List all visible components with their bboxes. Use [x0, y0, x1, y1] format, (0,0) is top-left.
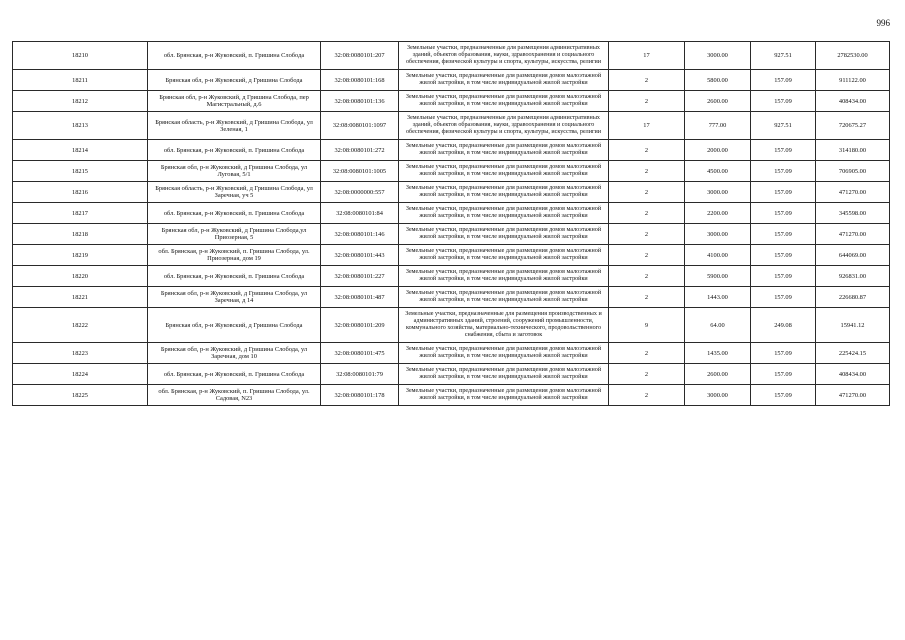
- cadastral-number-cell: 32:08:0080101:1097: [321, 112, 399, 140]
- area-cell: 777.00: [685, 112, 751, 140]
- table-row: [13, 112, 890, 140]
- row-number: 18214: [13, 140, 148, 161]
- address-cell: обл. Брянская, р-н Жуковский, п. Гришина Слобода: [148, 140, 321, 161]
- use-group-cell: 17: [609, 42, 685, 70]
- table-row: [13, 203, 890, 224]
- specific-value-cell: 927.51: [751, 42, 816, 70]
- land-use-cell: Земельные участки, предназначенные для размещения домов малоэтажной жилой застройки, в том числе индивидуальной жилой застройки: [399, 245, 609, 266]
- cadastral-number-cell: 32:08:0080101:443: [321, 245, 399, 266]
- land-use-cell: Земельные участки, предназначенные для размещения домов малоэтажной жилой застройки, в том числе индивидуальной жилой застройки: [399, 224, 609, 245]
- specific-value-cell: 157.09: [751, 70, 816, 91]
- land-use-cell: Земельные участки, предназначенные для размещения административных зданий, объектов образования, науки, здравоохранения и социального обеспечения, физической культуры и спорта, культуры, искусства, религии: [399, 112, 609, 140]
- address-cell: обл. Брянская, р-н Жуковский, п. Гришина Слобода: [148, 203, 321, 224]
- row-number: 18215: [13, 161, 148, 182]
- table-row: [13, 161, 890, 182]
- page-number: 996: [876, 18, 890, 28]
- use-group-cell: 2: [609, 287, 685, 308]
- cadastral-number-cell: 32:08:0080101:168: [321, 70, 399, 91]
- address-cell: обл. Брянская, р-н Жуковский, п. Гришина Слобода, ул. Садовая, N23: [148, 385, 321, 406]
- land-use-cell: Земельные участки, предназначенные для размещения домов малоэтажной жилой застройки, в том числе индивидуальной жилой застройки: [399, 203, 609, 224]
- specific-value-cell: 157.09: [751, 245, 816, 266]
- cadastral-value-cell: 345598.00: [816, 203, 890, 224]
- row-number: 18219: [13, 245, 148, 266]
- specific-value-cell: 927.51: [751, 112, 816, 140]
- specific-value-cell: 157.09: [751, 287, 816, 308]
- cadastral-number-cell: 32:08:0080101:207: [321, 42, 399, 70]
- row-number: 18213: [13, 112, 148, 140]
- use-group-cell: 2: [609, 266, 685, 287]
- row-number: 18224: [13, 364, 148, 385]
- cadastral-value-cell: 471270.00: [816, 224, 890, 245]
- specific-value-cell: 157.09: [751, 364, 816, 385]
- land-use-cell: Земельные участки, предназначенные для размещения домов малоэтажной жилой застройки, в том числе индивидуальной жилой застройки: [399, 343, 609, 364]
- address-cell: Брянская обл, р-н Жуковский, д Гришина Слобода: [148, 308, 321, 343]
- cadastral-value-cell: 471270.00: [816, 385, 890, 406]
- area-cell: 2600.00: [685, 91, 751, 112]
- row-number: 18217: [13, 203, 148, 224]
- table-row: [13, 364, 890, 385]
- cadastral-number-cell: 32:08:0080101:209: [321, 308, 399, 343]
- row-number: 18223: [13, 343, 148, 364]
- row-number: 18221: [13, 287, 148, 308]
- cadastral-number-cell: 32:08:0080101:475: [321, 343, 399, 364]
- address-cell: обл. Брянская, р-н Жуковский, п. Гришина Слобода: [148, 364, 321, 385]
- address-cell: Брянская обл, р-н Жуковский, д Гришина Слобода, пер Магистральный, д.6: [148, 91, 321, 112]
- cadastral-value-cell: 471270.00: [816, 182, 890, 203]
- cadastral-number-cell: 32:08:0080101:178: [321, 385, 399, 406]
- land-use-cell: Земельные участки, предназначенные для размещения домов малоэтажной жилой застройки, в том числе индивидуальной жилой застройки: [399, 182, 609, 203]
- cadastral-value-cell: 226680.87: [816, 287, 890, 308]
- land-use-cell: Земельные участки, предназначенные для размещения домов малоэтажной жилой застройки, в том числе индивидуальной жилой застройки: [399, 140, 609, 161]
- area-cell: 4500.00: [685, 161, 751, 182]
- address-cell: обл. Брянская, р-н Жуковский, п. Гришина Слобода, ул. Приозерная, дом 19: [148, 245, 321, 266]
- cadastral-value-cell: 644069.00: [816, 245, 890, 266]
- specific-value-cell: 157.09: [751, 224, 816, 245]
- use-group-cell: 9: [609, 308, 685, 343]
- cadastral-number-cell: 32:08:0080101:136: [321, 91, 399, 112]
- specific-value-cell: 157.09: [751, 203, 816, 224]
- area-cell: 3000.00: [685, 42, 751, 70]
- table-row: [13, 224, 890, 245]
- area-cell: 2600.00: [685, 364, 751, 385]
- row-number: 18216: [13, 182, 148, 203]
- table-row: [13, 287, 890, 308]
- table-row: [13, 385, 890, 406]
- area-cell: 1435.00: [685, 343, 751, 364]
- use-group-cell: 2: [609, 343, 685, 364]
- address-cell: Брянская область, р-н Жуковский, д Гришина Слобода, ул Зеленая, 1: [148, 112, 321, 140]
- row-number: 18212: [13, 91, 148, 112]
- use-group-cell: 2: [609, 385, 685, 406]
- land-use-cell: Земельные участки, предназначенные для размещения производственных и административных зданий, строений, сооружений промышленности, коммунального хозяйства, материально-технического, продовольственного снабжения, сбыта и заготовок: [399, 308, 609, 343]
- land-use-cell: Земельные участки, предназначенные для размещения домов малоэтажной жилой застройки, в том числе индивидуальной жилой застройки: [399, 385, 609, 406]
- address-cell: Брянская обл, р-н Жуковский, д Гришина Слобода: [148, 70, 321, 91]
- specific-value-cell: 157.09: [751, 140, 816, 161]
- use-group-cell: 2: [609, 161, 685, 182]
- land-use-cell: Земельные участки, предназначенные для размещения домов малоэтажной жилой застройки, в том числе индивидуальной жилой застройки: [399, 287, 609, 308]
- cadastral-value-cell: 706905.00: [816, 161, 890, 182]
- specific-value-cell: 157.09: [751, 385, 816, 406]
- cadastral-number-cell: 32:08:0080101:79: [321, 364, 399, 385]
- use-group-cell: 2: [609, 70, 685, 91]
- address-cell: Брянская обл, р-н Жуковский, д Гришина Слобода,ул Приозерная, 5: [148, 224, 321, 245]
- area-cell: 2000.00: [685, 140, 751, 161]
- specific-value-cell: 157.09: [751, 343, 816, 364]
- cadastral-value-cell: 15941.12: [816, 308, 890, 343]
- cadastral-value-cell: 225424.15: [816, 343, 890, 364]
- use-group-cell: 2: [609, 140, 685, 161]
- area-cell: 2200.00: [685, 203, 751, 224]
- specific-value-cell: 157.09: [751, 161, 816, 182]
- table-row: [13, 182, 890, 203]
- row-number: 18220: [13, 266, 148, 287]
- land-registry-table: [12, 41, 890, 406]
- cadastral-value-cell: 911122.00: [816, 70, 890, 91]
- table-row: [13, 42, 890, 70]
- cadastral-number-cell: 32:08:0080101:227: [321, 266, 399, 287]
- specific-value-cell: 157.09: [751, 266, 816, 287]
- row-number: 18225: [13, 385, 148, 406]
- table-row: [13, 245, 890, 266]
- cadastral-number-cell: 32:08:0080101:1005: [321, 161, 399, 182]
- cadastral-number-cell: 32:08:0080101:84: [321, 203, 399, 224]
- table-row: [13, 308, 890, 343]
- specific-value-cell: 157.09: [751, 91, 816, 112]
- cadastral-value-cell: 408434.00: [816, 91, 890, 112]
- land-use-cell: Земельные участки, предназначенные для размещения домов малоэтажной жилой застройки, в том числе индивидуальной жилой застройки: [399, 161, 609, 182]
- cadastral-number-cell: 32:08:0080101:487: [321, 287, 399, 308]
- use-group-cell: 2: [609, 203, 685, 224]
- table-row: [13, 70, 890, 91]
- area-cell: 64.00: [685, 308, 751, 343]
- address-cell: Брянская обл, р-н Жуковский, д Гришина Слобода, ул Заречная, дом 10: [148, 343, 321, 364]
- land-use-cell: Земельные участки, предназначенные для размещения домов малоэтажной жилой застройки, в том числе индивидуальной жилой застройки: [399, 266, 609, 287]
- area-cell: 3000.00: [685, 182, 751, 203]
- table-row: [13, 140, 890, 161]
- use-group-cell: 2: [609, 182, 685, 203]
- land-use-cell: Земельные участки, предназначенные для размещения домов малоэтажной жилой застройки, в том числе индивидуальной жилой застройки: [399, 91, 609, 112]
- land-use-cell: Земельные участки, предназначенные для размещения административных зданий, объектов образования, науки, здравоохранения и социального обеспечения, физической культуры и спорта, культуры, искусства, религии: [399, 42, 609, 70]
- table-row: [13, 343, 890, 364]
- cadastral-value-cell: 408434.00: [816, 364, 890, 385]
- address-cell: обл. Брянская, р-н Жуковский, п. Гришина Слобода: [148, 42, 321, 70]
- address-cell: Брянская обл, р-н Жуковский, д Гришина Слобода, ул Заречная, д 14: [148, 287, 321, 308]
- address-cell: обл. Брянская, р-н Жуковский, п. Гришина Слобода: [148, 266, 321, 287]
- cadastral-value-cell: 720675.27: [816, 112, 890, 140]
- use-group-cell: 2: [609, 91, 685, 112]
- area-cell: 3000.00: [685, 385, 751, 406]
- use-group-cell: 2: [609, 245, 685, 266]
- row-number: 18211: [13, 70, 148, 91]
- cadastral-number-cell: 32:08:0080101:272: [321, 140, 399, 161]
- cadastral-number-cell: 32:08:0000000:557: [321, 182, 399, 203]
- cadastral-value-cell: 2782530.00: [816, 42, 890, 70]
- address-cell: Брянская обл, р-н Жуковский, д Гришина Слобода, ул Луговая, 5/1: [148, 161, 321, 182]
- area-cell: 4100.00: [685, 245, 751, 266]
- row-number: 18218: [13, 224, 148, 245]
- cadastral-value-cell: 926831.00: [816, 266, 890, 287]
- row-number: 18222: [13, 308, 148, 343]
- table-row: [13, 266, 890, 287]
- area-cell: 1443.00: [685, 287, 751, 308]
- row-number: 18210: [13, 42, 148, 70]
- use-group-cell: 2: [609, 224, 685, 245]
- area-cell: 5900.00: [685, 266, 751, 287]
- land-use-cell: Земельные участки, предназначенные для размещения домов малоэтажной жилой застройки, в том числе индивидуальной жилой застройки: [399, 364, 609, 385]
- land-use-cell: Земельные участки, предназначенные для размещения домов малоэтажной жилой застройки, в том числе индивидуальной жилой застройки: [399, 70, 609, 91]
- use-group-cell: 17: [609, 112, 685, 140]
- specific-value-cell: 157.09: [751, 182, 816, 203]
- table-row: [13, 91, 890, 112]
- cadastral-number-cell: 32:08:0080101:146: [321, 224, 399, 245]
- area-cell: 5800.00: [685, 70, 751, 91]
- specific-value-cell: 249.08: [751, 308, 816, 343]
- use-group-cell: 2: [609, 364, 685, 385]
- address-cell: Брянская область, р-н Жуковский, д Гришина Слобода, ул Заречная, уч 5: [148, 182, 321, 203]
- cadastral-value-cell: 314180.00: [816, 140, 890, 161]
- area-cell: 3000.00: [685, 224, 751, 245]
